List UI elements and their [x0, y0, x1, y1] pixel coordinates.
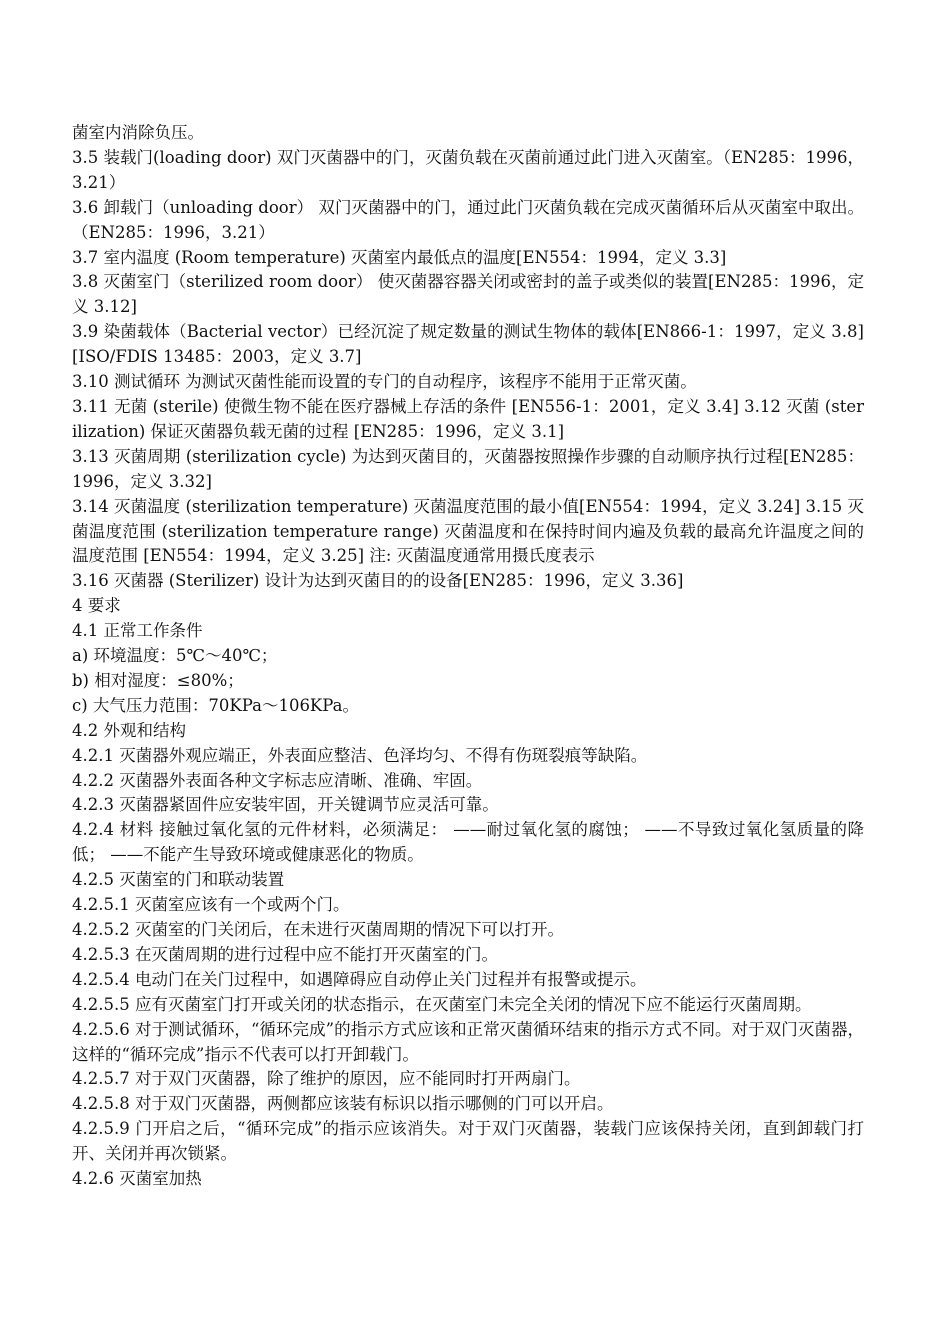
- paragraph-3-7: 3.7 室内温度 (Room temperature) 灭菌室内最低点的温度[EN554：1994，定义 3.3]: [72, 247, 727, 267]
- paragraph-4-2-4: 4.2.4 材料 接触过氧化氢的元件材料，必须满足： ——耐过氧化氢的腐蚀； ——不导致过氧化氢质量的降低； ——不能产生导致环境或健康恶化的物质。: [72, 820, 864, 865]
- section-heading-4-2-5: 4.2.5 灭菌室的门和联动装置: [72, 870, 285, 890]
- paragraph-4-2-2: 4.2.2 灭菌器外表面各种文字标志应清晰、准确、牢固。: [72, 770, 483, 790]
- paragraph-4-2-3: 4.2.3 灭菌器紧固件应安装牢固，开关键调节应灵活可靠。: [72, 795, 499, 815]
- paragraph-3-14-3-15: 3.14 灭菌温度 (sterilization temperature) 灭菌温度范围的最小值[EN554：1994，定义 3.24] 3.15 灭菌温度范围 (sterilization temperature range) 灭菌温度和在保持时间内遍及负载的最高允许温度之间的温度范围 [EN554：1994，定义 3.25] 注: 灭菌温度通常用摄氏度表示: [72, 496, 864, 566]
- paragraph-4-2-5-9: 4.2.5.9 门开启之后，“循环完成”的指示应该消失。对于双门灭菌器，装载门应该保持关闭，直到卸载门打开、关闭并再次锁紧。: [72, 1119, 864, 1164]
- paragraph-3-16: 3.16 灭菌器 (Sterilizer) 设计为达到灭菌目的的设备[EN285：1996，定义 3.36]: [72, 571, 684, 591]
- section-heading-4-2-6: 4.2.6 灭菌室加热: [72, 1169, 202, 1189]
- paragraph-4-2-5-8: 4.2.5.8 对于双门灭菌器，两侧都应该装有标识以指示哪侧的门可以开启。: [72, 1094, 614, 1114]
- list-item-b: b) 相对湿度：≤80%；: [72, 670, 244, 690]
- document-page: [72, 121, 864, 1192]
- paragraph-4-2-5-5: 4.2.5.5 应有灭菌室门打开或关闭的状态指示，在灭菌室门未完全关闭的情况下应不能运行灭菌周期。: [72, 994, 812, 1014]
- list-item-a: a) 环境温度：5℃～40℃；: [72, 646, 278, 666]
- paragraph-4-2-5-3: 4.2.5.3 在灭菌周期的进行过程中应不能打开灭菌室的门。: [72, 944, 498, 964]
- paragraph-4-2-5-7: 4.2.5.7 对于双门灭菌器，除了维护的原因，应不能同时打开两扇门。: [72, 1069, 581, 1089]
- paragraph-3-10: 3.10 测试循环 为测试灭菌性能而设置的专门的自动程序，该程序不能用于正常灭菌。: [72, 372, 697, 392]
- list-item-c: c) 大气压力范围：70KPa～106KPa。: [72, 695, 359, 715]
- paragraph-3-9: 3.9 染菌载体（Bacterial vector）已经沉淀了规定数量的测试生物体的载体[EN866-1：1997，定义 3.8] [ISO/FDIS 13485：2003，定义 3.7]: [72, 322, 864, 367]
- section-heading-4: 4 要求: [72, 596, 121, 616]
- paragraph-3-13: 3.13 灭菌周期 (sterilization cycle) 为达到灭菌目的，灭菌器按照操作步骤的自动顺序执行过程[EN285：1996，定义 3.32]: [72, 446, 864, 491]
- paragraph-3-6: 3.6 卸载门（unloading door） 双门灭菌器中的门，通过此门灭菌负载在完成灭菌循环后从灭菌室中取出。（EN285：1996，3.21）: [72, 197, 864, 242]
- paragraph-3-8: 3.8 灭菌室门（sterilized room door） 使灭菌器容器关闭或密封的盖子或类似的装置[EN285：1996，定义 3.12]: [72, 272, 864, 317]
- paragraph-4-2-1: 4.2.1 灭菌器外观应端正，外表面应整洁、色泽均匀、不得有伤斑裂痕等缺陷。: [72, 745, 648, 765]
- section-heading-4-1: 4.1 正常工作条件: [72, 621, 203, 641]
- paragraph-3-5: 3.5 装载门(loading door) 双门灭菌器中的门，灭菌负载在灭菌前通过此门进入灭菌室。（EN285：1996，3.21）: [72, 147, 864, 192]
- section-heading-4-2: 4.2 外观和结构: [72, 720, 186, 740]
- paragraph-3-11-3-12: 3.11 无菌 (sterile) 使微生物不能在医疗器械上存活的条件 [EN556-1：2001，定义 3.4] 3.12 灭菌 (sterilization) 保证灭菌器负载无菌的过程 [EN285：1996，定义 3.1]: [72, 396, 864, 441]
- paragraph-4-2-5-4: 4.2.5.4 电动门在关门过程中，如遇障碍应自动停止关门过程并有报警或提示。: [72, 969, 647, 989]
- paragraph-continuation: 菌室内消除负压。: [72, 123, 204, 142]
- paragraph-4-2-5-2: 4.2.5.2 灭菌室的门关闭后，在未进行灭菌周期的情况下可以打开。: [72, 920, 564, 939]
- paragraph-4-2-5-1: 4.2.5.1 灭菌室应该有一个或两个门。: [72, 895, 350, 915]
- paragraph-4-2-5-6: 4.2.5.6 对于测试循环，“循环完成”的指示方式应该和正常灭菌循环结束的指示方式不同。对于双门灭菌器，这样的“循环完成”指示不代表可以打开卸载门。: [72, 1019, 864, 1064]
